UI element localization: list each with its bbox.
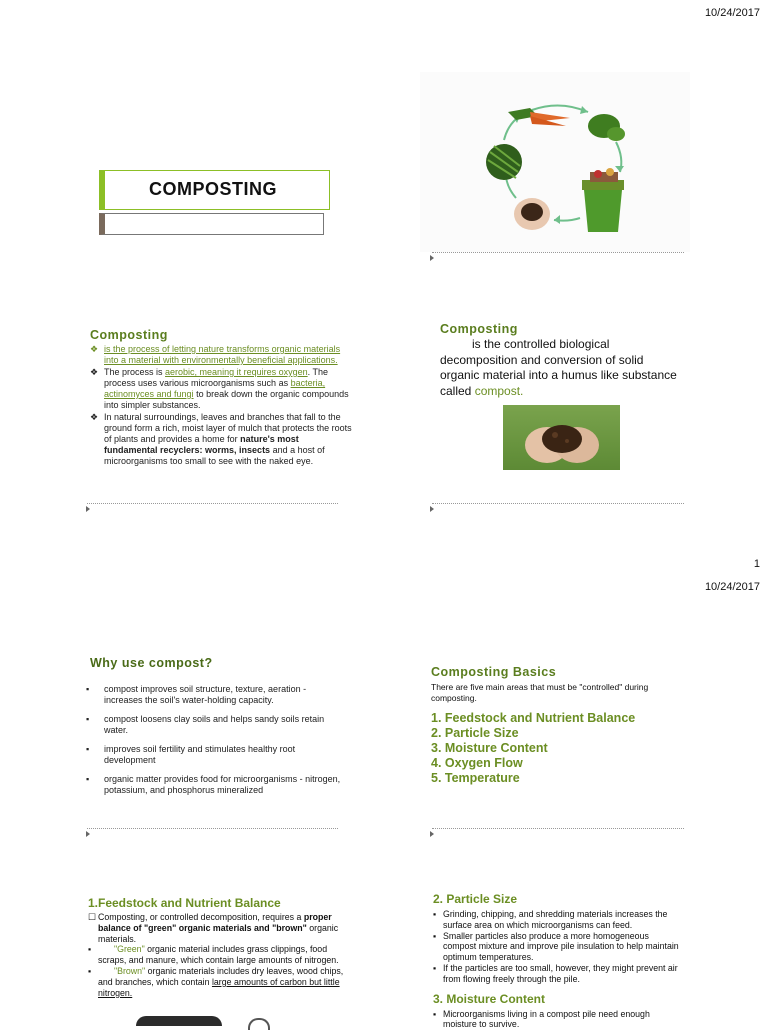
bullet-text: and a host of microorganisms too small to see with the naked eye.	[104, 445, 325, 466]
bullet-item: ☐ Composting, or controlled decomposition, requires a proper balance of "green" organic materials and "brown" organic materials.	[88, 912, 339, 944]
slide-particle-moisture	[433, 892, 683, 1030]
bullet-list	[433, 909, 683, 985]
bullet-text: is the process of letting nature transforms organic materials into a material with environmentally beneficial applications.	[104, 344, 341, 365]
slide-footer-line	[432, 503, 684, 505]
link-text[interactable]: aerobic, meaning it requires oxygen	[165, 367, 308, 377]
page-date: 10/24/2017	[704, 7, 760, 19]
diamond-bullet-icon: ❖	[90, 344, 99, 354]
bullet-item	[90, 367, 352, 411]
slide-heading: 2. Particle Size	[433, 892, 518, 906]
bullet-text: The process is	[104, 367, 166, 377]
bullet-text: In natural surroundings, leaves and branches that fall to the ground form a rich, moist layer of mulch that protects the roots of plants and provides a home for	[104, 412, 352, 444]
bullet-list	[433, 1009, 683, 1030]
list-item: ▪ Smaller particles also produce a more homogeneous compost mixture and improve pile insulation to help maintain optimum temperatures.	[433, 930, 679, 963]
slide-footer-arrow-icon	[86, 831, 90, 837]
carrots-icon	[508, 108, 570, 126]
list-item: 3. Moisture Content	[431, 741, 548, 755]
slide-heading: Why use compost?	[90, 656, 213, 670]
slide-footer-arrow-icon	[86, 506, 90, 512]
list-item: 4. Oxygen Flow	[431, 756, 523, 770]
list-item: ▪ If the particles are too small, however, they might prevent air from flowing freely through the pile.	[433, 962, 678, 984]
slide-composting-summary	[440, 322, 680, 399]
bullet-text: to break down the organic compounds into simpler substances.	[104, 389, 349, 410]
diamond-bullet-icon: ❖	[90, 412, 99, 422]
slide-footer-line	[87, 503, 338, 505]
compost-bin-icon	[582, 168, 624, 232]
slide-footer-line	[432, 252, 684, 254]
slide-footer-line	[87, 828, 338, 830]
bullet-item: ▪ "Green" organic material includes grass clippings, food scraps, and manure, which contain large amounts of nitrogen.	[88, 944, 339, 966]
compost-photo	[136, 1016, 222, 1026]
slide-title	[99, 170, 325, 236]
bullet-item	[90, 412, 352, 467]
definition-text: is the controlled biological decomposition and conversion of solid organic material into a humus like substance called	[440, 337, 677, 398]
greens-icon	[588, 114, 625, 141]
list-item: ▪ compost improves soil structure, texture, aeration - increases the soil's water-holding capacity.	[86, 684, 307, 705]
page-number: 1	[753, 558, 760, 570]
slide-composting-basics	[431, 665, 681, 786]
soil-hands-icon	[514, 198, 550, 230]
slide-footer-arrow-icon	[430, 255, 434, 261]
link-text[interactable]: bacteria, actinomyces and fungi	[104, 378, 326, 399]
highlight-text: compost.	[474, 383, 524, 398]
slide-heading: Composting	[90, 328, 168, 342]
subtitle-box	[99, 213, 324, 235]
bullet-item	[90, 344, 352, 366]
slide-heading: 1.Feedstock and Nutrient Balance	[88, 896, 281, 910]
diamond-bullet-icon: ❖	[90, 367, 99, 377]
page-date: 10/24/2017	[704, 581, 760, 593]
bullet-text: . The process uses various microorganisms such as	[104, 367, 328, 388]
slide-why-use-compost	[86, 656, 346, 796]
intro-text: There are five main areas that must be "controlled" during composting.	[431, 682, 649, 703]
list-item: 2. Particle Size	[431, 726, 519, 740]
slide-footer-arrow-icon	[430, 831, 434, 837]
list-item: ▪ Microorganisms living in a compost pile need enough moisture to survive.	[433, 1008, 650, 1030]
slide-footer-line	[432, 828, 684, 830]
compost-cycle-illustration	[420, 72, 690, 252]
list-item: ▪ improves soil fertility and stimulates healthy root development	[86, 744, 296, 765]
list-item: ▪ organic matter provides food for microorganisms - nitrogen, potassium, and phosphorus mineralized	[86, 774, 341, 795]
slide-heading: Composting Basics	[431, 665, 557, 679]
checkbox-bullet-icon: ☐	[88, 912, 96, 922]
slide-footer-arrow-icon	[430, 506, 434, 512]
bold-text: nature's most fundamental recyclers: worms, insects	[104, 434, 299, 455]
list-item: ▪ Grinding, chipping, and shredding materials increases the surface area on which microorganisms can feed.	[433, 909, 668, 930]
slide-title-text: COMPOSTING	[149, 179, 278, 199]
bullet-item: ▪ "Brown" organic materials includes dry leaves, wood chips, and branches, which contain large amounts of carbon but little nitrogen.	[88, 965, 344, 998]
numbered-list	[431, 711, 681, 786]
list-item: 5. Temperature	[431, 771, 520, 785]
list-item: ▪ compost loosens clay soils and helps sandy soils retain water.	[86, 714, 325, 735]
slide-heading: Composting	[440, 322, 518, 336]
slide-composting-definition	[90, 328, 352, 467]
slide-feedstock	[88, 896, 344, 998]
slide-heading: 3. Moisture Content	[433, 991, 546, 1006]
partial-circle-icon	[248, 1018, 270, 1030]
list-item: 1. Feedstock and Nutrient Balance	[431, 711, 636, 725]
field-icon	[486, 144, 522, 180]
slide-cycle-image	[420, 72, 690, 252]
bullet-list	[86, 684, 346, 796]
soil-in-hands-photo	[503, 405, 620, 470]
